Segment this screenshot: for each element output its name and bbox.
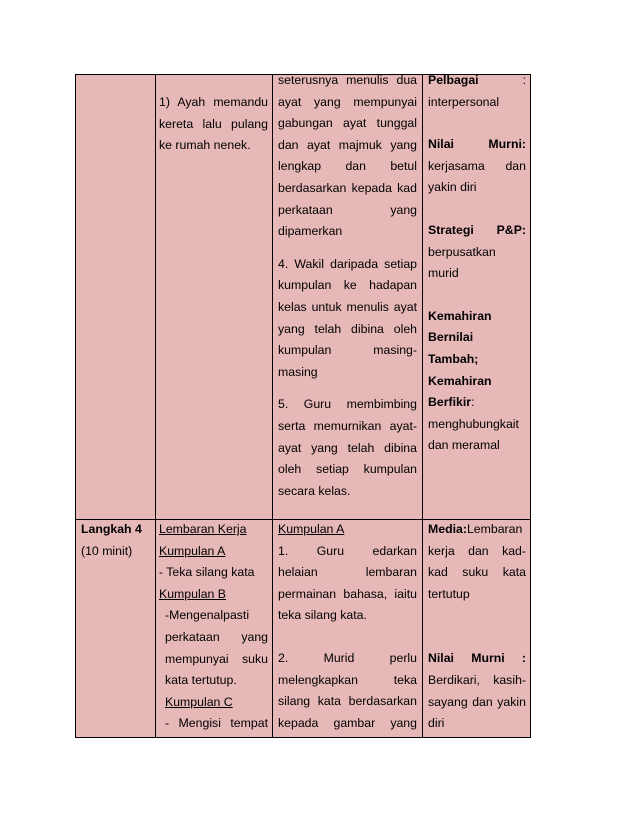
column-divider-2 [272,74,273,738]
activity-line: kumpulan ke hadapan [278,278,417,293]
nilai-value: diri [428,716,445,731]
group-b-task: mempunyai suku [165,651,268,666]
row2-step-cell [81,519,151,562]
activity-line: helaian lembaran [278,565,417,580]
activity-line: 4. Wakil daripada setiap [278,256,417,271]
media-line: Media:Lembaran [428,522,523,536]
strategi-value: berpusatkan [428,244,496,259]
nilai-value: sayang dan yakin [428,694,526,709]
step-duration: (10 minit) [81,543,133,558]
example-sentence-line: kereta lalu pulang [159,116,268,131]
media-value: kerja dan kad- [428,543,526,558]
row1-activity-cell [278,70,417,502]
kemahiran-value: menghubungkait [428,416,519,431]
nilai-value: yakin diri [428,180,477,195]
kemahiran-heading: Bernilai [428,330,474,345]
activity-line: teka silang kata. [278,608,367,623]
kemahiran-heading: Berfikir: [428,395,475,410]
column-divider-3 [422,74,423,738]
column-divider-1 [155,74,156,738]
media-value: tertutup [428,586,470,601]
activity-line: kelas untuk menulis ayat [278,299,417,314]
example-sentence-line: ke rumah nenek. [159,138,251,153]
nilai-heading: Nilai Murni : [428,651,526,666]
table-border-right [530,74,531,738]
activity-group-heading: Kumpulan A [278,522,345,536]
lesson-plan-table [75,74,531,738]
activity-line: kepada gambar yang [278,715,417,730]
group-a-task: - Teka silang kata [159,565,255,580]
table-border-bottom [75,737,531,738]
activity-line: dipamerkan [278,224,343,239]
activity-line: serta memurnikan ayat- [278,418,417,433]
group-b-task: kata tertutup. [165,673,237,688]
activity-line: melengkapkan teka [278,672,417,687]
activity-line: masing [278,364,318,379]
nilai-value: Berdikari, kasih- [428,672,526,687]
group-a-label: Kumpulan A [159,543,226,558]
row2-material-cell [159,519,268,735]
strategi-value: murid [428,266,459,281]
row2-activity-cell [278,519,417,734]
table-border-left [75,74,76,738]
kemahiran-heading: Kemahiran [428,373,492,388]
step-label: Langkah 4 [81,522,142,536]
activity-line: permainan bahasa, iaitu [278,586,417,601]
pelbagai-heading: Pelbagai : [428,73,526,87]
activity-line: ayat yang mempunyai [278,94,417,109]
row2-notes-cell [428,519,526,735]
activity-line: 2. Murid perlu [278,650,417,665]
activity-line: gabungan ayat tunggal [278,116,417,131]
activity-line: silang kata berdasarkan [278,694,417,709]
activity-line: kumpulan masing- [278,343,417,358]
worksheet-heading: Lembaran Kerja [159,522,247,536]
example-sentence-line: 1) Ayah memandu [159,95,268,109]
activity-line: yang telah dibina oleh [278,321,417,336]
activity-line: secara kelas. [278,483,351,498]
activity-line: 1. Guru edarkan [278,543,417,558]
group-b-task: perkataan yang [165,629,268,644]
nilai-value: kerjasama dan [428,158,526,173]
group-c-label: Kumpulan C [165,694,233,709]
activity-line: dan ayat majmuk yang [278,137,417,152]
pelbagai-value: interpersonal [428,94,500,109]
media-value: kad suku kata [428,565,526,580]
group-b-label: Kumpulan B [159,586,226,601]
activity-line: seterusnya menulis dua [278,73,417,87]
kemahiran-value: dan meramal [428,438,500,453]
activity-line: lengkap dan betul [278,159,417,174]
nilai-heading: Nilai Murni: [428,137,526,152]
kemahiran-heading: Tambah; [428,351,479,366]
strategi-heading: Strategi P&P: [428,222,526,237]
activity-line: oleh setiap kumpulan [278,462,417,477]
activity-line: 5. Guru membimbing [278,397,417,412]
group-b-task: -Mengenalpasti [165,608,250,623]
activity-line: ayat yang telah dibina [278,440,417,455]
row1-material-cell [159,92,268,157]
activity-line: berdasarkan kepada kad [278,180,417,195]
kemahiran-heading: Kemahiran [428,308,492,323]
activity-line: perkataan yang [278,202,417,217]
row1-notes-cell [428,70,526,457]
group-c-task: - Mengisi tempat [165,716,268,731]
